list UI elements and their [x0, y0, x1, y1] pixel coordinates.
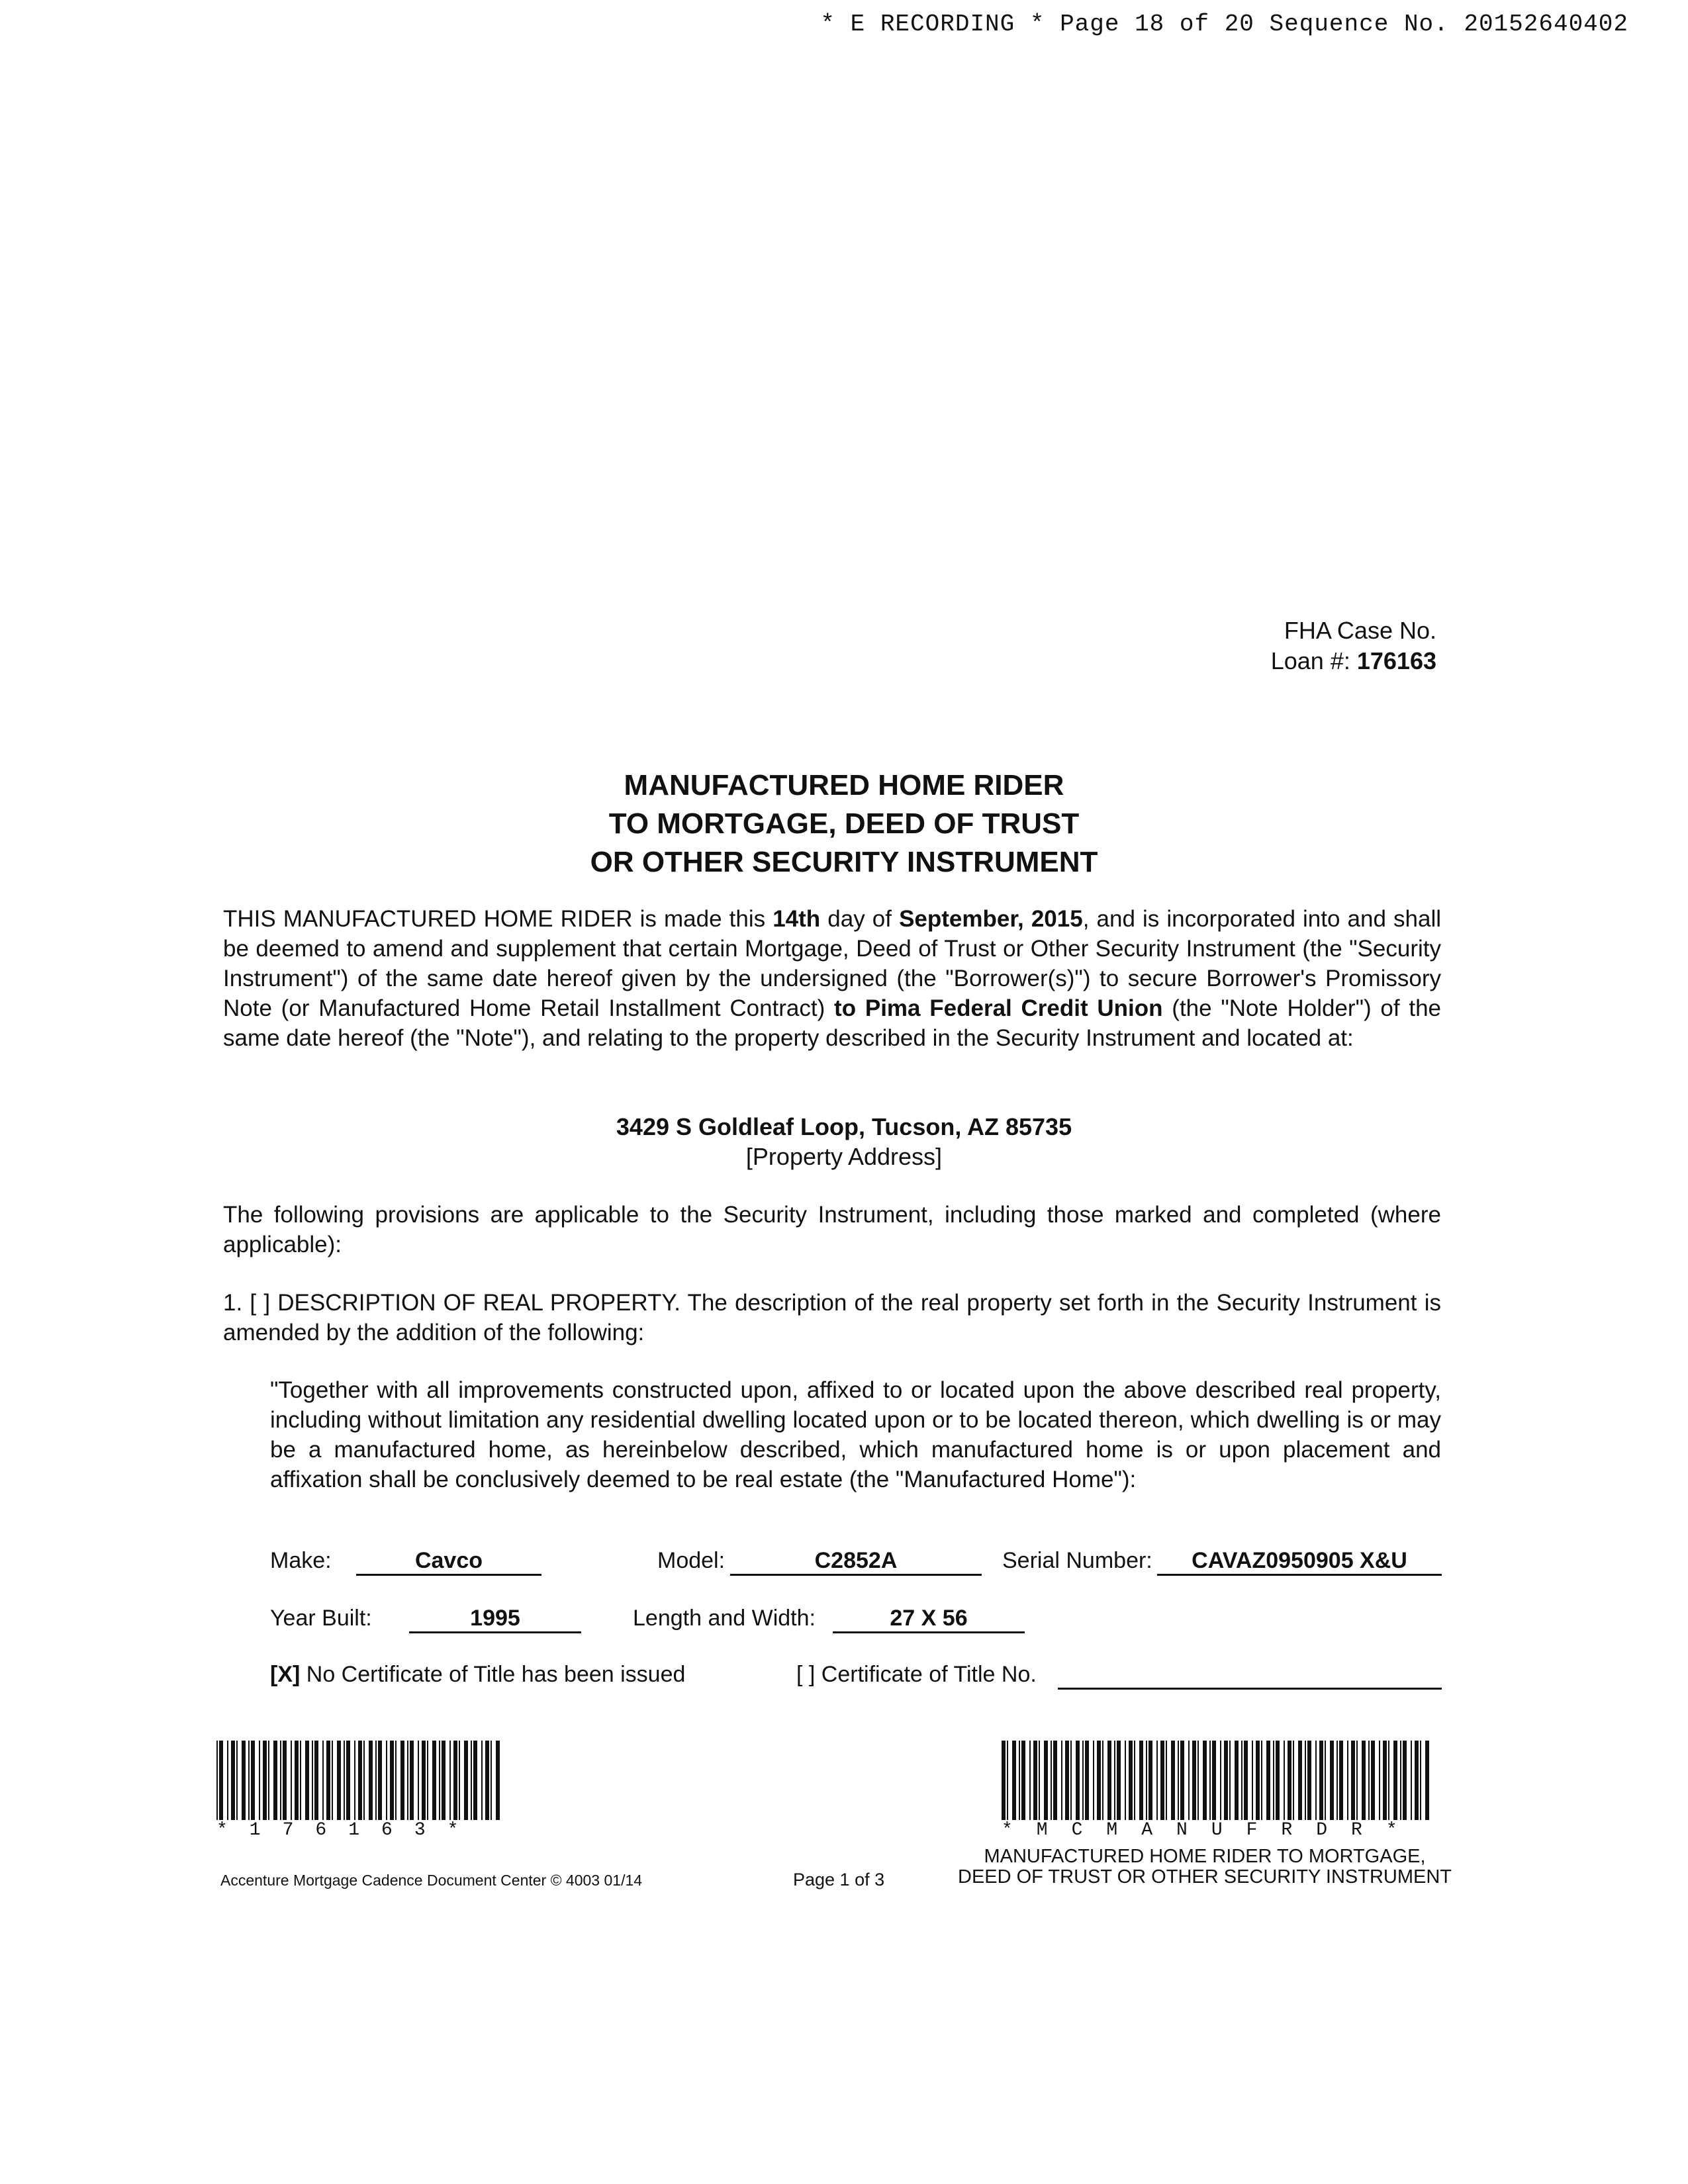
- no-certificate-label: No Certificate of Title has been issued: [300, 1662, 686, 1687]
- footer-form-id: Accenture Mortgage Cadence Document Center © 4003 01/14: [220, 1872, 643, 1889]
- footer-page-number: Page 1 of 3: [793, 1870, 885, 1889]
- form-barcode-bars: [1002, 1741, 1432, 1820]
- property-address-label: [Property Address]: [745, 1143, 943, 1170]
- certificate-of-title-row: [270, 1661, 1442, 1694]
- form-barcode-caption: *MCMANUFRDR*: [1002, 1820, 1421, 1841]
- rider-month-year: September, 2015: [899, 906, 1083, 932]
- loan-number-line: [1271, 646, 1436, 676]
- intro-text-5: (the "Note Holder") of the same date hereof (the "Note"), and relating to the property described in the Security Instrument and located at:: [223, 995, 1442, 1051]
- loan-barcode-bars: [216, 1741, 501, 1820]
- property-address: 3429 S Goldleaf Loop, Tucson, AZ 85735: [616, 1113, 1072, 1140]
- footer-title-line-2: DEED OF TRUST OR OTHER SECURITY INSTRUMENT: [958, 1866, 1452, 1888]
- intro-text-1: THIS MANUFACTURED HOME RIDER is made this: [223, 906, 773, 932]
- home-make-model-serial-row: [270, 1547, 1442, 1580]
- intro-text-4: to: [834, 995, 865, 1021]
- loan-number: 176163: [1356, 647, 1436, 674]
- fha-case-label: FHA Case No.: [1284, 617, 1436, 644]
- provisions-intro: The following provisions are applicable to the Security Instrument, including those marked and completed (where applicable):: [223, 1202, 1441, 1257]
- footer-document-title: [947, 1846, 1463, 1888]
- model-label: Model:: [657, 1548, 726, 1573]
- barcode-bar: [496, 1741, 500, 1820]
- year-built-value: 1995: [409, 1605, 581, 1633]
- footer-title-line-1: MANUFACTURED HOME RIDER TO MORTGAGE,: [984, 1846, 1426, 1867]
- make-value: Cavco: [356, 1547, 541, 1576]
- property-address-block: [0, 1112, 1688, 1171]
- barcode-bar: [1425, 1741, 1429, 1820]
- lender-name: Pima Federal Credit Union: [865, 995, 1163, 1021]
- case-info: [1271, 615, 1436, 676]
- no-certificate-checkbox: [X]: [270, 1662, 301, 1687]
- rider-day: 14th: [773, 906, 821, 932]
- document-title: [0, 766, 1688, 882]
- model-value: C2852A: [730, 1547, 982, 1576]
- certificate-number-blank: [1058, 1661, 1442, 1690]
- home-year-size-row: [270, 1605, 1442, 1638]
- make-label: Make:: [270, 1548, 332, 1573]
- recording-header: * E RECORDING * Page 18 of 20 Sequence No. 20152640402: [820, 11, 1628, 38]
- title-line-2: TO MORTGAGE, DEED OF TRUST: [608, 807, 1080, 840]
- title-line-1: MANUFACTURED HOME RIDER: [624, 769, 1064, 801]
- intro-text-2: day of: [820, 906, 900, 932]
- length-width-value: 27 X 56: [833, 1605, 1025, 1633]
- loan-barcode-caption: *176163*: [216, 1820, 481, 1841]
- intro-paragraph: [223, 904, 1441, 1053]
- length-width-label: Length and Width:: [633, 1606, 816, 1631]
- year-built-label: Year Built:: [270, 1606, 372, 1631]
- loan-barcode: [216, 1741, 501, 1841]
- title-line-3: OR OTHER SECURITY INSTRUMENT: [590, 846, 1098, 878]
- section-1-quote: "Together with all improvements constructed upon, affixed to or located upon the above described real property, including without limitation any residential dwelling located upon or to be located thereon, which dwelling is or may be a manufactured home, as hereinbelow described, which manufactured home is or upon placement and affixation shall be conclusively deemed to be real estate (the "Manufactured Home"):: [270, 1377, 1441, 1492]
- no-certificate-option: [270, 1661, 685, 1688]
- form-barcode: [1002, 1741, 1432, 1841]
- section-1-description: 1. [ ] DESCRIPTION OF REAL PROPERTY. The description of the real property set forth in the Security Instrument is amended by the addition of the following:: [223, 1290, 1441, 1345]
- serial-value: CAVAZ0950905 X&U: [1157, 1547, 1442, 1576]
- intro-text-3: , and is incorporated into and shall be deemed to amend and supplement that certain Mortgage, Deed of Trust or Other Security Instrument (the "Security Instrument") of the same date hereof given by the undersigned (the "Borrower(s)") to secure Borrower's Promissory Note (or Manufactured Home Retail Installment Contract): [223, 906, 1441, 1021]
- loan-label: Loan #:: [1270, 647, 1357, 674]
- certificate-number-label: [ ] Certificate of Title No.: [796, 1662, 1037, 1687]
- serial-label: Serial Number:: [1002, 1548, 1152, 1573]
